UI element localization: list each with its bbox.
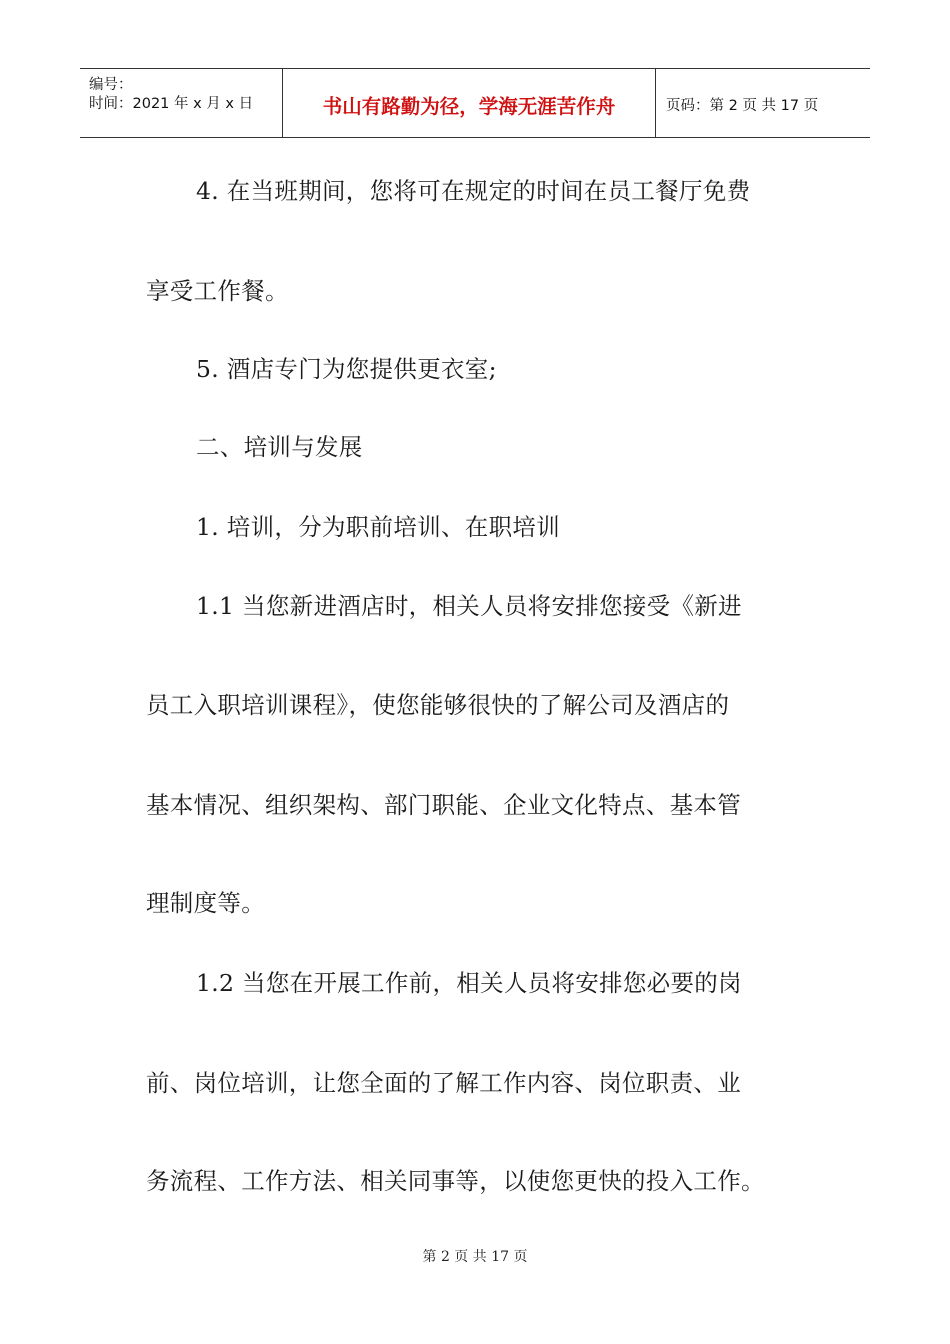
motto-text: 书山有路勤为径，学海无涯苦作舟 bbox=[322, 95, 616, 118]
section-heading: 二、培训与发展 bbox=[196, 433, 363, 461]
body-line: 4. 在当班期间，您将可在规定的时间在员工餐厅免费 bbox=[196, 177, 751, 205]
body-line: 1. 培训，分为职前培训、在职培训 bbox=[196, 513, 560, 541]
header-page-label: 页码：第 2 页 共 17 页 bbox=[666, 98, 819, 114]
body-line: 5. 酒店专门为您提供更衣室; bbox=[196, 355, 497, 383]
body-line: 前、岗位培训，让您全面的了解工作内容、岗位职责、业 bbox=[146, 1069, 741, 1097]
body-line: 理制度等。 bbox=[146, 889, 265, 917]
body-line: 享受工作餐。 bbox=[146, 277, 289, 305]
body-line: 基本情况、组织架构、部门职能、企业文化特点、基本管 bbox=[146, 791, 741, 819]
body-line: 务流程、工作方法、相关同事等，以使您更快的投入工作。 bbox=[146, 1167, 765, 1195]
header-page-cell bbox=[656, 69, 870, 137]
body-line: 1.1 当您新进酒店时，相关人员将安排您接受《新进 bbox=[196, 592, 742, 620]
date-label: 时间：2021 年 x 月 x 日 bbox=[89, 96, 254, 112]
header-meta-cell bbox=[80, 69, 282, 137]
body-line: 1.2 当您在开展工作前，相关人员将安排您必要的岗 bbox=[196, 969, 742, 997]
body-line: 员工入职培训课程》，使您能够很快的了解公司及酒店的 bbox=[146, 691, 730, 719]
number-label: 编号： bbox=[89, 77, 133, 93]
document-header bbox=[80, 68, 870, 138]
header-motto-cell bbox=[282, 69, 656, 137]
page-footer: 第 2 页 共 17 页 bbox=[422, 1249, 528, 1265]
